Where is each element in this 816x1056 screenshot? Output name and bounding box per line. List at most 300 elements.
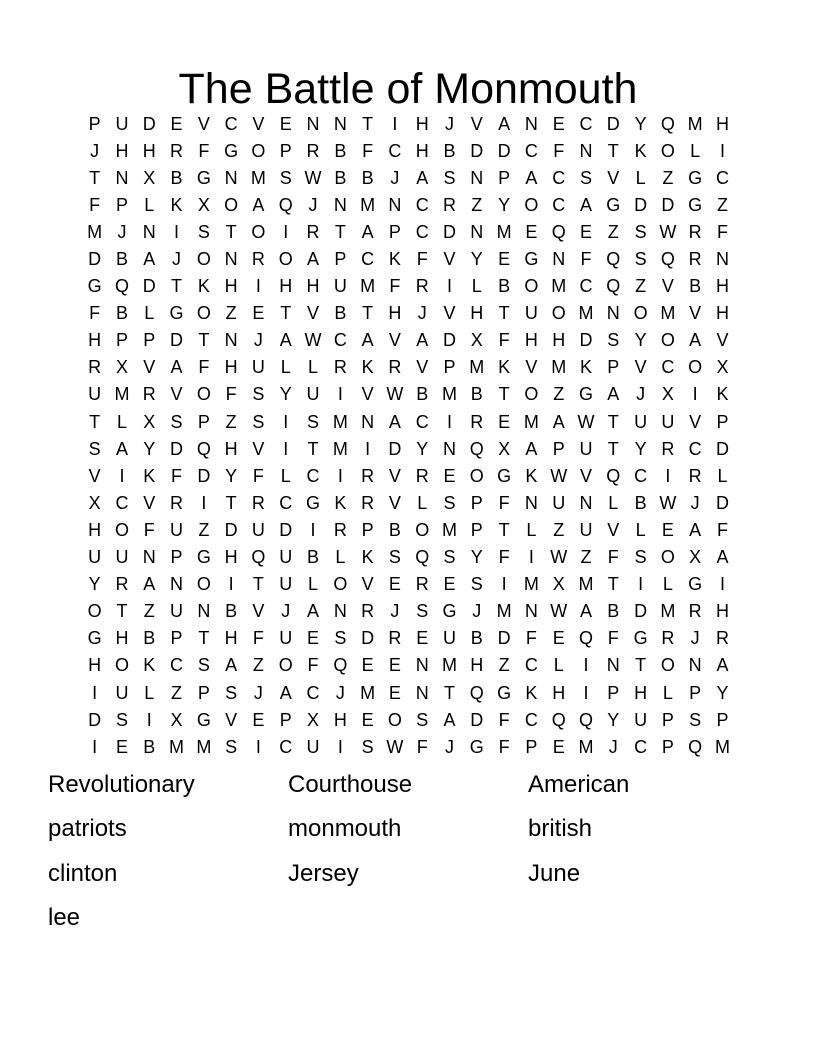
grid-cell-letter: I	[365, 438, 371, 459]
grid-cell-letter: V	[416, 357, 429, 378]
grid-cell-letter: D	[170, 330, 184, 351]
grid-cell-letter: N	[333, 194, 347, 215]
grid-cell-letter: F	[580, 249, 592, 270]
grid-cell-letter: Y	[416, 438, 429, 459]
grid-cell-letter: Y	[225, 465, 238, 486]
grid-cell-letter: A	[361, 330, 374, 351]
grid-cell-letter: L	[717, 465, 728, 486]
grid-cell-letter: E	[388, 682, 401, 703]
grid-cell-letter: H	[224, 357, 238, 378]
grid-cell-letter: K	[634, 140, 647, 161]
grid-cell-letter: C	[279, 492, 293, 513]
grid-cell-letter: M	[578, 303, 594, 324]
grid-cell-letter: A	[579, 194, 592, 215]
grid-cell-letter: O	[196, 249, 211, 270]
grid-cell-letter: B	[170, 167, 183, 188]
grid-cell-letter: H	[224, 547, 238, 568]
grid-cell-letter: S	[361, 736, 374, 757]
grid-cell-letter: P	[388, 221, 401, 242]
grid-cell-letter: C	[524, 655, 538, 676]
grid-cell-letter: I	[638, 574, 644, 595]
grid-cell-letter: O	[114, 655, 129, 676]
grid-cell-letter: D	[579, 330, 593, 351]
grid-cell-letter: L	[280, 465, 291, 486]
grid-cell-letter: R	[88, 357, 102, 378]
grid-cell-letter: A	[716, 655, 729, 676]
grid-cell-letter: E	[252, 303, 265, 324]
grid-cell-letter: G	[87, 628, 102, 649]
grid-cell-letter: R	[333, 519, 347, 540]
grid-cell-letter: X	[115, 357, 128, 378]
grid-cell-letter: X	[552, 574, 565, 595]
grid-cell-letter: Z	[225, 303, 237, 324]
grid-cell-letter: Z	[143, 601, 155, 622]
grid-cell-letter: V	[170, 384, 183, 405]
grid-cell-letter: I	[92, 736, 98, 757]
grid-cell-letter: H	[524, 330, 538, 351]
grid-cell-letter: C	[552, 167, 566, 188]
grid-cell-letter: L	[335, 547, 346, 568]
grid-cell-letter: F	[225, 384, 237, 405]
grid-cell-letter: L	[608, 492, 619, 513]
grid-cell-letter: P	[689, 682, 702, 703]
grid-cell-letter: U	[115, 547, 129, 568]
grid-cell-letter: M	[687, 113, 703, 134]
grid-cell-letter: I	[337, 384, 343, 405]
grid-cell-letter: O	[196, 303, 211, 324]
grid-cell-letter: I	[719, 140, 725, 161]
grid-cell-letter: J	[281, 601, 291, 622]
grid-cell-letter: T	[607, 411, 619, 432]
grid-cell-letter: R	[170, 492, 184, 513]
grid-cell-letter: U	[443, 628, 456, 649]
grid-cell-letter: V	[388, 492, 401, 513]
grid-cell-letter: S	[443, 492, 456, 513]
grid-cell-letter: C	[306, 465, 320, 486]
grid-cell-letter: X	[661, 384, 674, 405]
grid-cell-letter: F	[89, 194, 101, 215]
grid-cell-letter: H	[415, 113, 429, 134]
grid-cell-letter: D	[197, 465, 211, 486]
grid-cell-letter: W	[659, 221, 677, 242]
grid-cell-letter: J	[390, 167, 400, 188]
grid-cell-letter: U	[279, 547, 293, 568]
grid-cell-letter: M	[714, 736, 730, 757]
grid-cell-letter: I	[201, 492, 207, 513]
grid-cell-letter: O	[633, 303, 648, 324]
grid-cell-letter: W	[386, 736, 404, 757]
grid-cell-letter: R	[388, 628, 402, 649]
grid-cell-letter: F	[498, 547, 510, 568]
grid-cell-letter: N	[306, 113, 320, 134]
grid-cell-letter: G	[606, 194, 621, 215]
grid-cell-letter: N	[470, 221, 484, 242]
grid-cell-letter: O	[688, 357, 703, 378]
grid-cell-letter: G	[578, 384, 593, 405]
grid-cell-letter: U	[579, 519, 593, 540]
grid-cell-letter: G	[442, 601, 457, 622]
grid-cell-letter: I	[665, 465, 671, 486]
grid-cell-letter: U	[306, 736, 320, 757]
grid-cell-letter: S	[388, 547, 401, 568]
grid-cell-letter: T	[498, 519, 510, 540]
grid-cell-letter: C	[715, 167, 729, 188]
grid-cell-letter: C	[170, 655, 184, 676]
grid-cell-letter: S	[197, 221, 210, 242]
grid-cell-letter: V	[361, 574, 374, 595]
grid-cell-letter: L	[635, 519, 646, 540]
grid-cell-letter: P	[88, 113, 101, 134]
word-list-item: Revolutionary	[48, 771, 195, 798]
grid-cell-letter: U	[88, 384, 102, 405]
grid-cell-letter: D	[715, 438, 729, 459]
grid-cell-letter: C	[361, 249, 375, 270]
grid-cell-letter: M	[551, 276, 567, 297]
word-list-item: british	[528, 815, 593, 843]
grid-cell-letter: F	[716, 519, 728, 540]
grid-cell-letter: R	[415, 574, 429, 595]
grid-cell-letter: K	[143, 465, 156, 486]
grid-cell-letter: V	[143, 357, 156, 378]
grid-cell-letter: A	[225, 655, 238, 676]
grid-cell-letter: N	[224, 330, 238, 351]
grid-cell-letter: Q	[551, 221, 566, 242]
grid-cell-letter: R	[443, 194, 456, 215]
grid-cell-letter: K	[579, 357, 592, 378]
grid-cell-letter: E	[443, 574, 456, 595]
grid-cell-letter: V	[716, 330, 729, 351]
grid-cell-letter: Z	[252, 655, 264, 676]
grid-cell-letter: A	[525, 438, 538, 459]
grid-cell-letter: S	[634, 547, 647, 568]
grid-cell-letter: P	[197, 682, 210, 703]
grid-cell-letter: A	[388, 411, 401, 432]
word-search-grid	[81, 110, 736, 760]
grid-cell-letter: R	[251, 249, 265, 270]
grid-cell-letter: K	[361, 357, 374, 378]
grid-cell-letter: N	[524, 601, 538, 622]
grid-cell-letter: N	[579, 492, 593, 513]
grid-cell-letter: T	[635, 655, 647, 676]
grid-cell-letter: M	[442, 519, 457, 540]
grid-cell-letter: N	[606, 655, 620, 676]
grid-cell-letter: C	[524, 709, 538, 730]
grid-cell-letter: E	[525, 221, 538, 242]
grid-cell-letter: Q	[469, 438, 484, 459]
grid-cell-letter: K	[716, 384, 729, 405]
grid-cell-letter: O	[469, 465, 484, 486]
grid-cell-letter: H	[115, 628, 129, 649]
grid-cell-letter: S	[225, 736, 238, 757]
grid-cell-letter: S	[634, 221, 647, 242]
grid-cell-letter: I	[501, 574, 507, 595]
grid-cell-letter: A	[279, 330, 292, 351]
grid-cell-letter: G	[497, 465, 512, 486]
grid-cell-letter: F	[389, 276, 401, 297]
grid-cell-letter: M	[114, 384, 130, 405]
grid-cell-letter: M	[442, 655, 457, 676]
grid-cell-letter: H	[142, 140, 156, 161]
grid-cell-letter: L	[308, 357, 319, 378]
grid-cell-letter: N	[552, 249, 566, 270]
grid-cell-letter: G	[306, 492, 321, 513]
grid-cell-letter: F	[498, 736, 510, 757]
grid-cell-letter: M	[523, 411, 539, 432]
grid-cell-letter: G	[688, 194, 703, 215]
grid-cell-letter: H	[470, 655, 484, 676]
grid-cell-letter: P	[361, 519, 374, 540]
grid-cell-letter: B	[143, 736, 156, 757]
grid-cell-letter: P	[552, 438, 565, 459]
grid-cell-letter: G	[196, 167, 211, 188]
grid-cell-letter: B	[334, 140, 347, 161]
grid-cell-letter: M	[496, 601, 512, 622]
grid-cell-letter: R	[688, 465, 702, 486]
grid-cell-letter: A	[416, 330, 429, 351]
grid-cell-letter: Q	[606, 249, 621, 270]
grid-cell-letter: L	[280, 357, 291, 378]
grid-cell-letter: Y	[143, 438, 156, 459]
grid-cell-letter: U	[634, 709, 648, 730]
word-list-item: Courthouse	[288, 771, 413, 798]
grid-cell-letter: F	[607, 547, 619, 568]
grid-cell-letter: S	[634, 249, 647, 270]
grid-cell-letter: Z	[716, 194, 728, 215]
grid-cell-letter: T	[225, 492, 237, 513]
grid-cell-letter: F	[498, 330, 510, 351]
grid-cell-letter: I	[528, 547, 534, 568]
grid-cell-letter: E	[388, 655, 401, 676]
grid-cell-letter: D	[142, 276, 156, 297]
grid-cell-letter: J	[690, 628, 700, 649]
grid-cell-letter: R	[688, 249, 702, 270]
grid-cell-letter: V	[579, 465, 592, 486]
grid-cell-letter: U	[170, 519, 184, 540]
grid-cell-letter: U	[552, 492, 566, 513]
grid-cell-letter: U	[634, 411, 648, 432]
grid-cell-letter: M	[578, 574, 594, 595]
grid-cell-letter: K	[525, 682, 538, 703]
grid-cell-letter: V	[689, 411, 702, 432]
grid-cell-letter: R	[170, 140, 184, 161]
grid-cell-letter: K	[498, 357, 511, 378]
grid-cell-letter: P	[607, 357, 620, 378]
grid-cell-letter: H	[279, 276, 293, 297]
grid-cell-letter: R	[361, 601, 375, 622]
grid-cell-letter: W	[550, 601, 568, 622]
grid-cell-letter: W	[659, 492, 677, 513]
grid-cell-letter: V	[252, 113, 265, 134]
grid-cell-letter: E	[443, 465, 456, 486]
grid-cell-letter: R	[715, 628, 729, 649]
grid-cell-letter: A	[279, 682, 292, 703]
grid-cell-letter: C	[224, 113, 238, 134]
grid-cell-letter: A	[525, 167, 538, 188]
grid-cell-letter: A	[689, 519, 702, 540]
grid-cell-letter: L	[144, 682, 155, 703]
grid-cell-letter: H	[634, 682, 648, 703]
grid-cell-letter: I	[447, 411, 453, 432]
grid-cell-letter: S	[279, 167, 292, 188]
grid-cell-letter: H	[306, 276, 320, 297]
grid-cell-letter: D	[470, 709, 484, 730]
grid-cell-letter: I	[692, 384, 698, 405]
grid-cell-letter: F	[498, 492, 510, 513]
grid-cell-letter: X	[143, 167, 156, 188]
grid-cell-letter: S	[252, 411, 265, 432]
grid-cell-letter: V	[443, 303, 456, 324]
grid-cell-letter: B	[334, 167, 347, 188]
grid-cell-letter: G	[224, 140, 239, 161]
grid-cell-letter: Q	[688, 736, 703, 757]
grid-cell-letter: H	[715, 303, 729, 324]
grid-cell-letter: J	[308, 194, 318, 215]
grid-cell-letter: G	[87, 276, 102, 297]
grid-cell-letter: S	[579, 167, 592, 188]
grid-cell-letter: T	[252, 574, 264, 595]
grid-cell-letter: T	[362, 303, 374, 324]
grid-cell-letter: V	[388, 465, 401, 486]
grid-cell-letter: M	[360, 682, 376, 703]
grid-cell-letter: J	[390, 601, 400, 622]
grid-cell-letter: I	[583, 655, 589, 676]
grid-cell-letter: D	[170, 438, 184, 459]
grid-cell-letter: L	[553, 655, 564, 676]
grid-cell-letter: F	[607, 628, 619, 649]
grid-cell-letter: S	[443, 167, 456, 188]
grid-cell-letter: S	[470, 574, 483, 595]
grid-cell-letter: Z	[662, 167, 674, 188]
grid-cell-letter: S	[443, 547, 456, 568]
grid-cell-letter: I	[719, 574, 725, 595]
grid-cell-letter: J	[117, 221, 127, 242]
grid-cell-letter: M	[250, 167, 266, 188]
grid-cell-letter: Z	[171, 682, 183, 703]
grid-cell-letter: C	[661, 357, 675, 378]
grid-cell-letter: S	[252, 384, 265, 405]
grid-cell-letter: V	[470, 113, 483, 134]
grid-cell-letter: T	[198, 330, 210, 351]
grid-cell-letter: R	[688, 601, 702, 622]
word-list-item: lee	[48, 904, 81, 932]
grid-cell-letter: M	[169, 736, 185, 757]
grid-cell-letter: U	[306, 384, 320, 405]
grid-cell-letter: R	[115, 574, 129, 595]
grid-cell-letter: S	[88, 438, 101, 459]
grid-cell-letter: M	[442, 384, 457, 405]
grid-cell-letter: I	[283, 221, 289, 242]
grid-cell-letter: N	[715, 249, 729, 270]
grid-cell-letter: Z	[635, 276, 647, 297]
grid-cell-letter: E	[388, 574, 401, 595]
grid-cell-letter: A	[170, 357, 183, 378]
grid-cell-letter: X	[470, 330, 483, 351]
grid-cell-letter: V	[143, 492, 156, 513]
grid-cell-letter: U	[579, 438, 593, 459]
grid-cell-letter: N	[688, 655, 702, 676]
word-list-item: June	[528, 859, 581, 887]
grid-cell-letter: M	[469, 357, 485, 378]
grid-cell-letter: T	[225, 221, 237, 242]
grid-cell-letter: T	[89, 411, 101, 432]
grid-cell-letter: O	[251, 221, 266, 242]
grid-cell-letter: B	[143, 628, 156, 649]
grid-cell-letter: H	[470, 303, 484, 324]
grid-cell-letter: T	[444, 682, 455, 703]
grid-cell-letter: I	[146, 709, 152, 730]
grid-cell-letter: B	[416, 384, 429, 405]
grid-cell-letter: K	[143, 655, 156, 676]
grid-cell-letter: F	[171, 465, 183, 486]
grid-cell-letter: T	[607, 140, 619, 161]
grid-cell-letter: D	[470, 140, 484, 161]
grid-cell-letter: Q	[278, 194, 293, 215]
grid-cell-letter: L	[635, 167, 646, 188]
grid-cell-letter: L	[116, 411, 127, 432]
grid-cell-letter: Y	[279, 384, 292, 405]
grid-cell-letter: C	[634, 736, 648, 757]
grid-cell-letter: P	[279, 140, 292, 161]
word-list-item: patriots	[48, 815, 127, 843]
grid-cell-letter: E	[498, 249, 511, 270]
grid-cell-letter: X	[689, 547, 702, 568]
grid-cell-letter: S	[689, 709, 702, 730]
grid-cell-letter: C	[634, 465, 648, 486]
grid-cell-letter: J	[253, 330, 263, 351]
grid-cell-letter: O	[660, 330, 675, 351]
grid-cell-letter: A	[498, 113, 511, 134]
grid-cell-letter: N	[142, 547, 156, 568]
grid-cell-letter: I	[283, 411, 289, 432]
grid-cell-letter: Y	[634, 438, 647, 459]
grid-cell-letter: V	[661, 276, 674, 297]
grid-cell-letter: O	[224, 194, 239, 215]
grid-cell-letter: J	[445, 736, 454, 757]
grid-cell-letter: X	[197, 194, 210, 215]
grid-cell-letter: F	[525, 628, 537, 649]
grid-cell-letter: G	[688, 574, 703, 595]
grid-cell-letter: H	[224, 438, 238, 459]
grid-cell-letter: Y	[88, 574, 101, 595]
grid-cell-letter: E	[661, 519, 674, 540]
grid-cell-letter: Z	[580, 547, 592, 568]
grid-cell-letter: O	[196, 384, 211, 405]
grid-cell-letter: E	[279, 113, 292, 134]
grid-cell-letter: A	[143, 249, 156, 270]
grid-cell-letter: Q	[333, 655, 348, 676]
grid-cell-letter: T	[171, 276, 183, 297]
grid-cell-letter: Q	[251, 547, 266, 568]
grid-cell-letter: J	[636, 384, 646, 405]
grid-cell-letter: X	[143, 411, 156, 432]
grid-cell-letter: I	[583, 682, 589, 703]
grid-cell-letter: N	[333, 113, 347, 134]
grid-cell-letter: H	[715, 276, 729, 297]
grid-cell-letter: F	[198, 140, 210, 161]
grid-cell-letter: E	[115, 736, 128, 757]
grid-cell-letter: T	[607, 438, 619, 459]
grid-cell-letter: G	[497, 682, 512, 703]
grid-cell-letter: A	[552, 411, 565, 432]
grid-cell-letter: N	[415, 682, 429, 703]
grid-cell-letter: S	[607, 330, 620, 351]
grid-cell-letter: Q	[578, 628, 593, 649]
grid-cell-letter: I	[174, 221, 180, 242]
grid-cell-letter: G	[688, 167, 703, 188]
grid-cell-letter: O	[551, 303, 566, 324]
grid-cell-letter: G	[196, 547, 211, 568]
grid-cell-letter: C	[688, 438, 702, 459]
